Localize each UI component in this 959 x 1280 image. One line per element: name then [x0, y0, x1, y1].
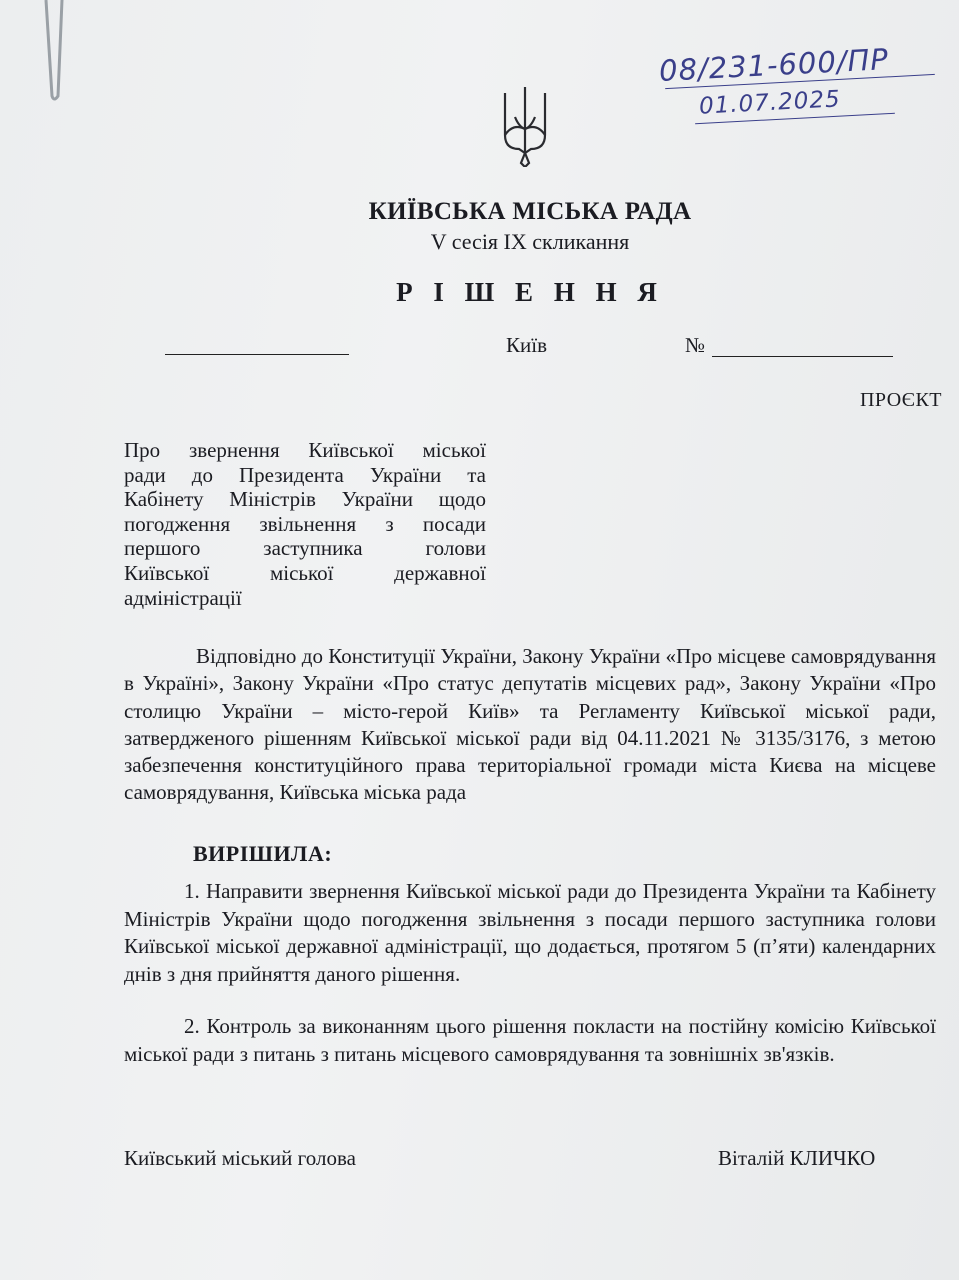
registration-number: 08/231-600/ПР — [658, 42, 890, 88]
subject-line: ради до Президента України та — [124, 462, 486, 487]
coat-of-arms-icon — [499, 83, 551, 167]
resolved-label: ВИРІШИЛА: — [193, 841, 333, 866]
decision-subject — [124, 438, 486, 610]
signatory-name: Віталій КЛИЧКО — [718, 1146, 876, 1170]
registration-date: 01.07.2025 — [698, 86, 842, 120]
number-blank-line — [712, 356, 893, 357]
subject-line: першого заступника голови — [124, 536, 486, 561]
subject-line: адміністрації — [124, 585, 242, 610]
subject-line: Про звернення Київської міської — [124, 438, 486, 462]
subject-line: Кабінету Міністрів України щодо — [124, 487, 486, 512]
council-name: КИЇВСЬКА МІСЬКА РАДА — [368, 198, 692, 225]
preamble — [124, 643, 936, 807]
paper-clip-icon — [38, 0, 68, 104]
session-info: V сесія IX скликання — [430, 229, 630, 254]
decision-item-1 — [124, 878, 936, 988]
document-type-title: Р І Ш Е Н Н Я — [396, 277, 664, 307]
date-blank-line — [165, 354, 349, 355]
draft-label: ПРОЄКТ — [859, 389, 942, 411]
subject-line: погодження звільнення з посади — [124, 511, 486, 536]
decision-item-text: 2. Контроль за виконанням цього рішення покласти на постійну комісію Київської міської ради з питань з питань місцевого самоврядування та зовнішніх зв'язків. — [124, 1014, 936, 1066]
preamble-text: Відповідно до Конституції України, Закону України «Про місцеве самоврядування в Україні», Закону України «Про статус депутатів місцевих рад», Закону України «Про столицю України – місто-герой Київ» та Регламенту Київської міської ради, затвердженого рішенням Київської міської ради від 04.11.2021 № 3135/3176, з метою забезпечення конституційного права територіальної громади міста Києва на місцеве самоврядування, Київська міська рада — [124, 644, 936, 805]
number-sign: № — [685, 333, 706, 357]
registration-stamp — [655, 42, 935, 122]
signatory-title: Київський міський голова — [124, 1146, 356, 1170]
decision-item-2 — [124, 1013, 936, 1068]
city-name: Київ — [506, 333, 547, 357]
subject-line: Київської міської державної — [124, 560, 486, 585]
decision-item-text: 1. Направити звернення Київської міської ради до Президента України та Кабінету Міністрів України щодо погодження звільнення з посади першого заступника голови Київської міської державної адміністрації, що додається, протягом 5 (п’яти) календарних днів з дня прийняття даного рішення. — [124, 879, 936, 986]
